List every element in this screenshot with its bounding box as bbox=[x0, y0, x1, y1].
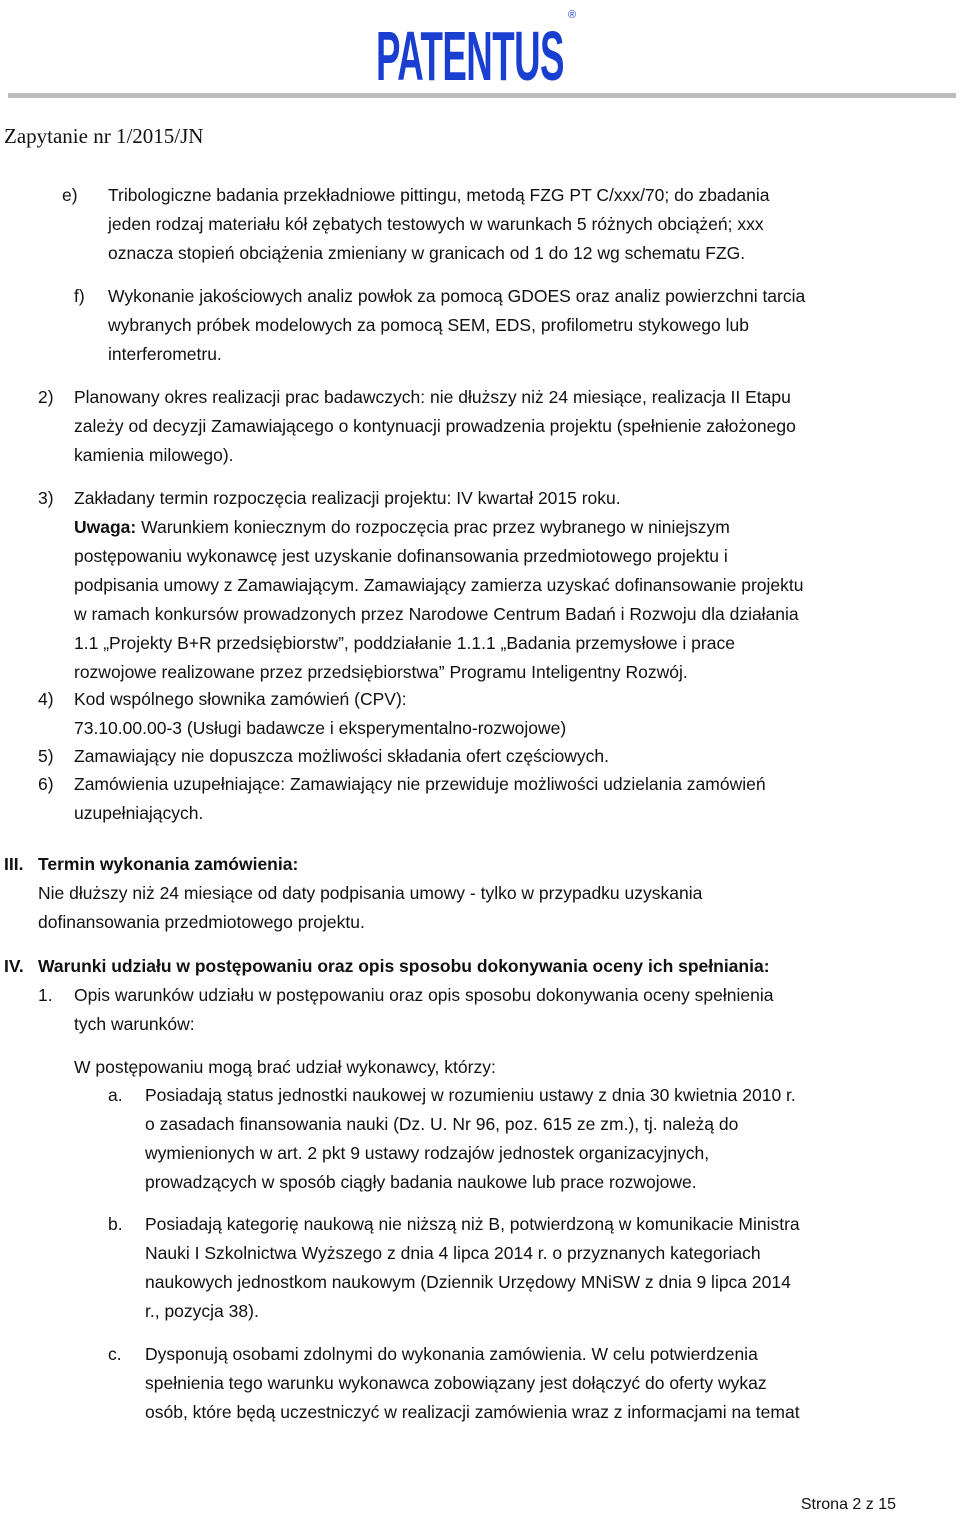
participants-intro: W postępowaniu mogą brać udział wykonawcy, którzy: bbox=[74, 1057, 496, 1077]
text-line: interferometru. bbox=[108, 344, 222, 364]
document-reference: Zapytanie nr 1/2015/JN bbox=[4, 124, 204, 148]
text-line: dofinansowania przedmiotowego projektu. bbox=[38, 912, 365, 932]
text-line: Nauki I Szkolnictwa Wyższego z dnia 4 lipca 2014 r. o przyznanych kategoriach bbox=[145, 1243, 761, 1263]
uwaga-note bbox=[74, 513, 896, 687]
item-iv-1-text bbox=[74, 981, 896, 1039]
section-iii-numeral: III. bbox=[4, 854, 24, 874]
text-line: Kod wspólnego słownika zamówień (CPV): bbox=[74, 689, 407, 709]
text-line: Opis warunków udziału w postępowaniu oraz opis sposobu dokonywania oceny spełnienia bbox=[74, 985, 774, 1005]
section-iv-numeral: IV. bbox=[4, 956, 24, 976]
text-line: Wykonanie jakościowych analiz powłok za pomocą GDOES oraz analiz powierzchni tarcia bbox=[108, 286, 806, 306]
item-f-text bbox=[108, 282, 896, 369]
item-b-marker: b. bbox=[108, 1214, 123, 1234]
item-5-text: Zamawiający nie dopuszcza możliwości składania ofert częściowych. bbox=[74, 746, 609, 766]
text-line: rozwojowe realizowane przez przedsiębiorstwa” Programu Inteligentny Rozwój. bbox=[74, 662, 688, 682]
uwaga-first-line: Warunkiem koniecznym do rozpoczęcia prac przez wybranego w niniejszym bbox=[136, 517, 730, 537]
text-line: o zasadach finansowania nauki (Dz. U. Nr 96, poz. 615 ze zm.), tj. należą do bbox=[145, 1114, 739, 1134]
text-line: w ramach konkursów prowadzonych przez Narodowe Centrum Badań i Rozwoju dla działania bbox=[74, 604, 799, 624]
page-number: Strona 2 z 15 bbox=[800, 1496, 896, 1513]
item-5-marker: 5) bbox=[38, 746, 54, 766]
text-line bbox=[74, 513, 896, 542]
text-line: postępowaniu wykonawcę jest uzyskanie dofinansowania przedmiotowego projektu i bbox=[74, 546, 728, 566]
text-line: wybranych próbek modelowych za pomocą SEM, EDS, profilometru stykowego lub bbox=[108, 315, 749, 335]
text-line: uzupełniających. bbox=[74, 803, 204, 823]
logo-text: PATENTUS bbox=[376, 17, 564, 86]
header-divider bbox=[8, 93, 956, 98]
registered-mark: ® bbox=[568, 9, 577, 21]
section-iii bbox=[38, 850, 896, 937]
item-e-text bbox=[108, 181, 896, 268]
text-line: Dysponują osobami zdolnymi do wykonania zamówienia. W celu potwierdzenia bbox=[145, 1344, 758, 1364]
text-line: Posiadają status jednostki naukowej w rozumieniu ustawy z dnia 30 kwietnia 2010 r. bbox=[145, 1085, 796, 1105]
item-b-text bbox=[145, 1210, 896, 1326]
item-c-text bbox=[145, 1340, 896, 1427]
text-line: Nie dłuższy niż 24 miesiące od daty podpisania umowy - tylko w przypadku uzyskania bbox=[38, 883, 703, 903]
item-4-text bbox=[74, 685, 896, 743]
text-line: oznacza stopień obciążenia zmieniany w granicach od 1 do 12 wg schematu FZG. bbox=[108, 243, 746, 263]
item-2-text bbox=[74, 383, 896, 470]
text-line: 1.1 „Projekty B+R przedsiębiorstw”, poddziałanie 1.1.1 „Badania przemysłowe i prace bbox=[74, 633, 735, 653]
section-iv-title: Warunki udziału w postępowaniu oraz opis sposobu dokonywania oceny ich spełniania: bbox=[38, 956, 770, 976]
text-line: Zamówienia uzupełniające: Zamawiający nie przewiduje możliwości udzielania zamówień bbox=[74, 774, 766, 794]
item-f-marker: f) bbox=[74, 286, 85, 306]
section-iii-title: Termin wykonania zamówienia: bbox=[38, 854, 299, 874]
text-line: Posiadają kategorię naukową nie niższą niż B, potwierdzoną w komunikacie Ministra bbox=[145, 1214, 800, 1234]
text-line: spełnienia tego warunku wykonawca zobowiązany jest dołączyć do oferty wykaz bbox=[145, 1373, 767, 1393]
item-6-text bbox=[74, 770, 896, 828]
item-6-marker: 6) bbox=[38, 774, 54, 794]
text-line: tych warunków: bbox=[74, 1014, 195, 1034]
item-3-text: Zakładany termin rozpoczęcia realizacji projektu: IV kwartał 2015 roku. bbox=[74, 488, 621, 508]
item-3-marker: 3) bbox=[38, 488, 54, 508]
patentus-logo bbox=[376, 4, 582, 86]
item-a-text bbox=[145, 1081, 896, 1197]
item-iv-1-marker: 1. bbox=[38, 985, 53, 1005]
text-line: kamienia milowego). bbox=[74, 445, 234, 465]
item-4-marker: 4) bbox=[38, 689, 54, 709]
text-line: jeden rodzaj materiału kół zębatych testowych w warunkach 5 różnych obciążeń; xxx bbox=[108, 214, 764, 234]
text-line: wymienionych w art. 2 pkt 9 ustawy rodzajów jednostek organizacyjnych, bbox=[145, 1143, 710, 1163]
item-c-marker: c. bbox=[108, 1344, 122, 1364]
text-line: prowadzących w sposób ciągły badania naukowe lub prace rozwojowe. bbox=[145, 1172, 697, 1192]
item-a-marker: a. bbox=[108, 1085, 123, 1105]
text-line: osób, które będą uczestniczyć w realizacji zamówienia wraz z informacjami na temat bbox=[145, 1402, 800, 1422]
text-line: Planowany okres realizacji prac badawczych: nie dłuższy niż 24 miesiące, realizacja II Etapu bbox=[74, 387, 791, 407]
text-line: zależy od decyzji Zamawiającego o kontynuacji prowadzenia projektu (spełnienie założonego bbox=[74, 416, 796, 436]
item-2-marker: 2) bbox=[38, 387, 54, 407]
text-line: podpisania umowy z Zamawiającym. Zamawiający zamierza uzyskać dofinansowanie projektu bbox=[74, 575, 804, 595]
text-line: r., pozycja 38). bbox=[145, 1301, 259, 1321]
text-line: 73.10.00.00-3 (Usługi badawcze i eksperymentalno-rozwojowe) bbox=[74, 718, 567, 738]
text-line: naukowych jednostkom naukowym (Dziennik Urzędowy MNiSW z dnia 9 lipca 2014 bbox=[145, 1272, 791, 1292]
item-e-marker: e) bbox=[62, 185, 78, 205]
text-line: Tribologiczne badania przekładniowe pittingu, metodą FZG PT C/xxx/70; do zbadania bbox=[108, 185, 770, 205]
uwaga-label: Uwaga: bbox=[74, 517, 137, 537]
